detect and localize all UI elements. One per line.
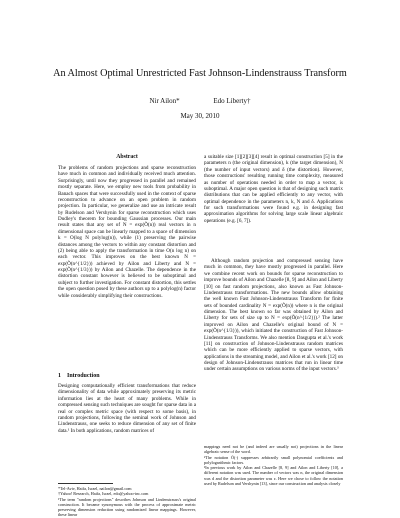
footnote: ³In previous work by Ailon and Chazelle [8, 9] and Ailon and Liberty [10], a different notation was used. The number of vectors was n, the original dimension was d and the distortion parameter was ε. Here we chose to follow the notation used by Rudelson and Vershynin [13], since our construction and analysis closely [204,465,343,487]
intro-paragraph-right-2: Although random projection and compressed sensing have much in common, they have mostly progressed in parallel. Here we combine recent work on bounds for sparse reconstruction to improve bounds of Ailon and Chazelle [8, 9] and Ailon and Liberty [10] on fast random projections, also known as Fast Johnson-Lindenstrauss transformations. The new bounds allow obtaining the well known Fast Johnson-Lindenstrauss Transform for finite sets of bounded cardinality N = exp(Õ(n)) where n is the original dimension. The best known so far was obtained by Ailon and Liberty for sets of size up to N = exp(Õ(n^{1/2})).² The latter improved on Ailon and Chazelle's original bound of N = exp(Õ(n^{1/3})), which initiated the construction of Fast Johnson-Lindenstrauss Transforms. We also mention Dasgupta et al.'s work [11] on construction of Johnson-Lindenstrauss random matrices which can be more efficiently applied to sparse vectors, with applications in the streaming model, and Ailon et al.'s work [12] on design of Johnson-Lindenstrauss matrices that run in linear time under certain assumptions on various norms of the input vectors.³ [204,258,343,373]
section-number: 1 [58,373,61,379]
author-name: Nir Ailon* [149,97,180,105]
section-heading [58,373,196,379]
paper-title: An Almost Optimal Unrestricted Fast Johnson-Lindenstrauss Transform [53,68,347,79]
footnotes-left [58,486,196,518]
footnote: mappings need not be (and indeed are usually not) projections in the linear algebraic sense of the word. [204,444,343,455]
author-name: Edo Liberty† [213,97,251,105]
author-line [0,97,400,105]
footnotes-right [204,444,343,486]
intro-paragraph-right-1: a suitable size [1][2][3][4] result in optimal construction [5] in the parameters n (the original dimension), k (the target dimension), N (the number of input vectors) and δ (the distortion). However, those constructions' resulting running time complexity, measured as number of operations needed in order to map a vector, is suboptimal. A major open question is that of designing such matrix distributions that can be applied efficiently to any vector, with optimal dependence in the parameters n, k, N and δ. Applications for such transformations were found e.g. in designing fast approximation algorithms for solving large scale linear algebraic operations (e.g. [6, 7]). [204,154,343,224]
footnote-rule [58,483,113,484]
paper-date: May 30, 2010 [180,112,220,120]
footnote: ¹The term "random projections" describes Johnson and Lindenstrauss's original construction. It became synonymous with the process of approximate metric preserving dimension reduction using randomized linear mappings. However, these linear [58,496,196,518]
footnote: ²The notation Õ(·) suppresses arbitrarily small polynomial coefficients and polylogarithmic factors. [204,454,343,465]
intro-paragraph-left: Designing computationally efficient transformations that reduce dimensionality of data while approximately preserving its metric information lies at the heart of many problems. While in compressed sensing such techniques are sought for sparse data in a real or complex metric space (with respect to some basis), in random projections, following the seminal work of Johnson and Lindenstrauss, one seeks to reduce dimension of any set of finite data.¹ In both applications, random matrices of [58,383,196,434]
section-title: Introduction [67,373,100,379]
abstract-text: The problems of random projections and sparse reconstruction have much in common and individually received much attention. Surprisingly, until now they progressed in parallel and remained mostly separate. Here, we employ new tools from probability in Banach spaces that were successfully used in the context of sparse reconstruction to advance on an open problem in random projection. In particular, we generalize and use an intricate result by Rudelson and Vershynin for sparse reconstruction which uses Dudley's theorem for bounding Gaussian processes. Our main result states that any set of N = exp(Õ(n)) real vectors in n dimensional space can be linearly mapped to a space of dimension k = O(log N polylog(n)), while (1) preserving the pairwise distances among the vectors to within any constant distortion and (2) being able to apply the transformation in time O(n log n) on each vector. This improves on the best known N = exp(Õ(n^{1/2})) achieved by Ailon and Liberty and N = exp(Õ(n^{1/3})) by Ailon and Chazelle. The dependence in the distortion constant however is believed to be suboptimal and subject to further investigation. For constant distortion, this settles the open question posed by these authors up to a polylog(n) factor while considerably simplifying their constructions. [58,165,196,299]
footnote: *Tel-Aviv, Haifa, Israel, nailon@gmail.com [58,486,132,491]
footnote: †Yahoo! Research, Haifa, Israel, edo@yahoo-inc.com [58,491,149,497]
abstract-heading: Abstract [116,154,138,160]
